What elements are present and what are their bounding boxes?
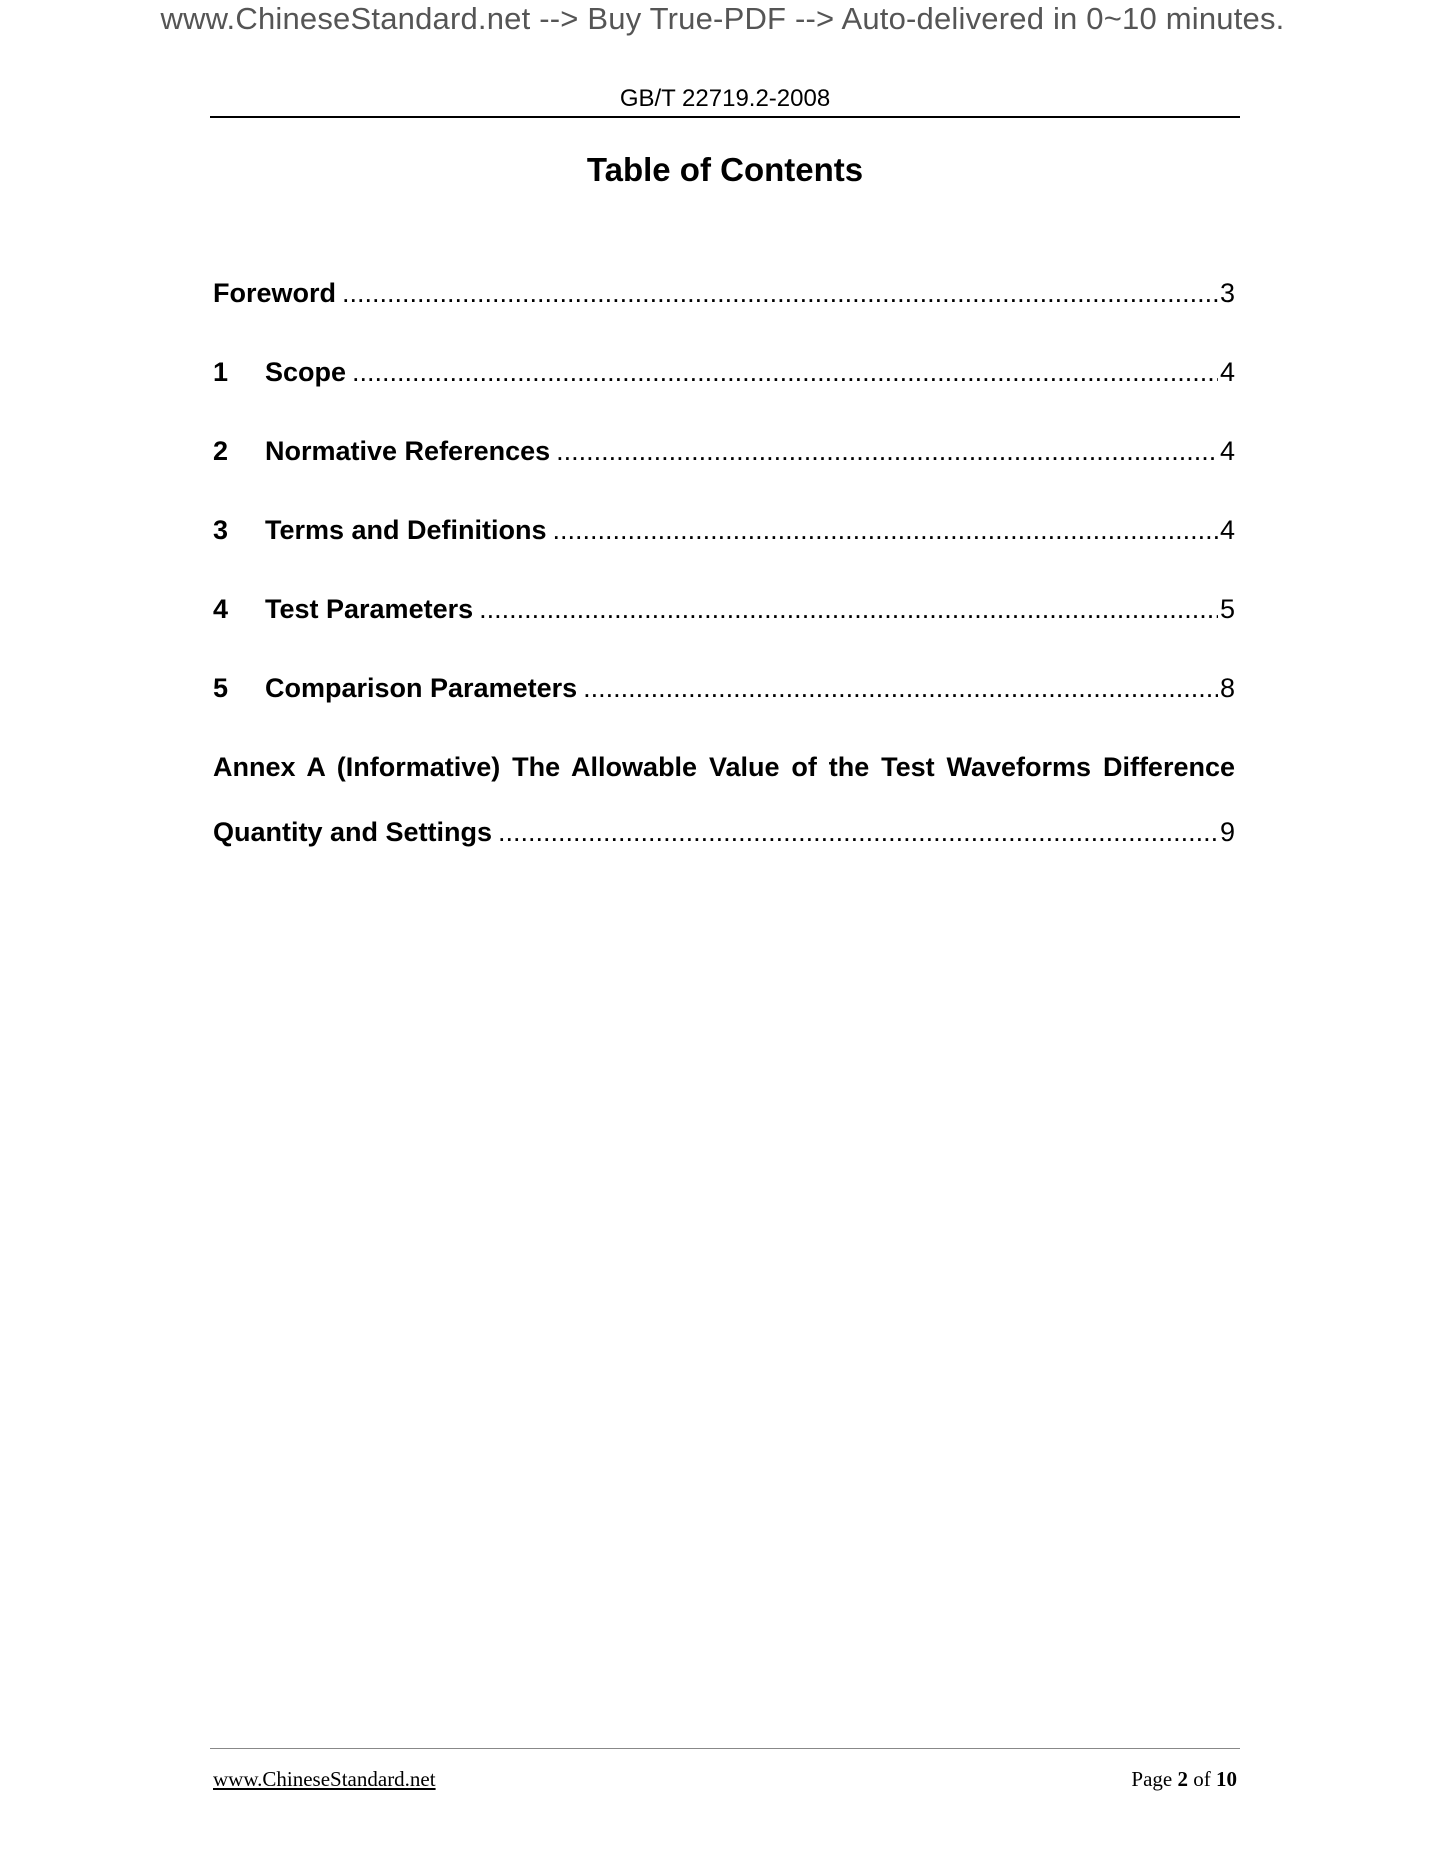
toc-leader-dots: [553, 513, 1218, 547]
toc-leader-dots: [556, 434, 1218, 468]
toc-entry-label: Scope: [265, 357, 347, 387]
toc-entry-label: Test Parameters: [265, 594, 474, 624]
toc-title: Table of Contents: [586, 151, 864, 188]
toc-entry-terms-and-definitions[interactable]: [213, 513, 1235, 547]
site-banner: www.ChineseStandard.net --> Buy True-PDF --> Auto-delivered in 0~10 minutes.: [160, 1, 1285, 36]
toc-entry-number: 2: [213, 436, 229, 466]
toc-entry-test-parameters[interactable]: [213, 592, 1235, 626]
toc-entry-label: Comparison Parameters: [265, 673, 578, 703]
document-code: GB/T 22719.2-2008: [619, 85, 831, 112]
page-total: 10: [1216, 1767, 1237, 1791]
footer-website-link[interactable]: www.ChineseStandard.net: [213, 1767, 436, 1791]
header-divider: [210, 116, 1240, 118]
toc-entry-label: Terms and Definitions: [265, 515, 547, 545]
toc-entry-page: 4: [1219, 515, 1235, 545]
toc-entry-number: 3: [213, 515, 229, 545]
toc-entry-normative-references[interactable]: [213, 434, 1235, 468]
toc-entry-label: Quantity and Settings: [213, 817, 493, 847]
toc-entry-number: 4: [213, 594, 229, 624]
toc-entry-annex-a-title[interactable]: Annex A (Informative) The Allowable Value of the Test Waveforms Difference: [213, 752, 1235, 782]
toc-entry-page: 9: [1219, 817, 1235, 847]
toc-entry-page: 8: [1219, 673, 1235, 703]
toc-entry-page: 5: [1219, 594, 1235, 624]
toc-entry-number: 1: [213, 357, 229, 387]
toc-entry-scope[interactable]: [213, 355, 1235, 389]
toc-entry-foreword[interactable]: [213, 276, 1235, 310]
page-current: 2: [1177, 1767, 1188, 1791]
toc-entry-page: 3: [1219, 278, 1235, 308]
toc-entry-page: 4: [1219, 357, 1235, 387]
page-indicator: [1131, 1766, 1237, 1792]
toc-entry-number: 5: [213, 673, 229, 703]
toc-entry-comparison-parameters[interactable]: [213, 671, 1235, 705]
page-prefix: Page: [1131, 1767, 1173, 1791]
toc-leader-dots: [498, 815, 1218, 849]
toc-entry-label: Normative References: [265, 436, 551, 466]
toc-leader-dots: [352, 355, 1218, 389]
footer-divider: [210, 1748, 1240, 1749]
toc-entry-page: 4: [1219, 436, 1235, 466]
toc-leader-dots: [342, 276, 1218, 310]
page-of: of: [1193, 1767, 1211, 1791]
toc-entry-annex-a[interactable]: [213, 815, 1235, 849]
toc-leader-dots: [583, 671, 1218, 705]
toc-entry-label: Foreword: [213, 278, 337, 308]
toc-leader-dots: [479, 592, 1218, 626]
